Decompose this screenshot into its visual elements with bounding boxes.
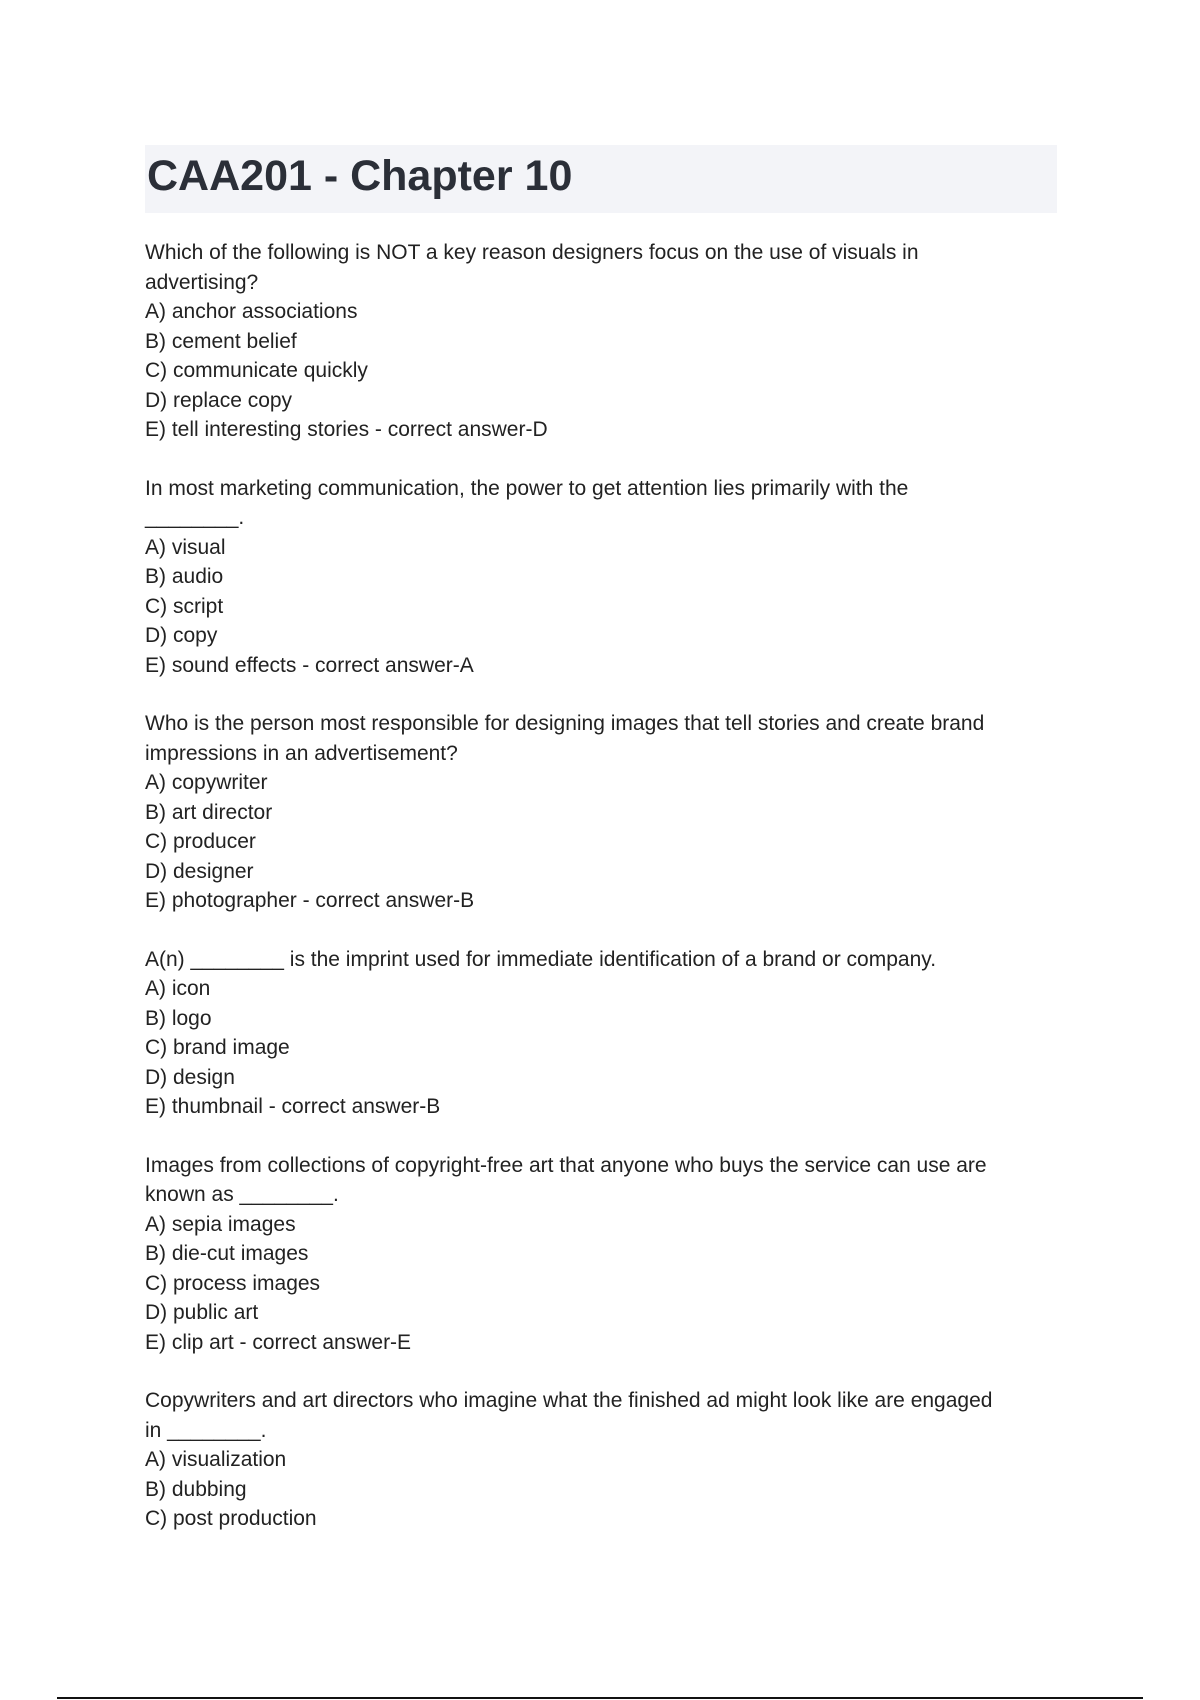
question-block bbox=[145, 945, 1065, 1122]
question-block bbox=[145, 238, 1065, 445]
title-banner bbox=[145, 145, 1057, 213]
answer-option: B) audio bbox=[145, 565, 224, 588]
page-title: CAA201 - Chapter 10 bbox=[147, 152, 573, 200]
answer-option: C) process images bbox=[145, 1271, 321, 1295]
answer-option: C) producer bbox=[145, 830, 256, 853]
page-bottom-rule bbox=[57, 1697, 1143, 1699]
question-text: A(n) ________ is the imprint used for immediate identification of a brand or company. bbox=[145, 947, 937, 971]
answer-option: B) art director bbox=[145, 800, 273, 824]
question-text: Who is the person most responsible for designing images that tell stories and create brand impressions in an advertisement? bbox=[145, 712, 985, 765]
answer-option: A) icon bbox=[145, 977, 211, 1000]
question-text: In most marketing communication, the power to get attention lies primarily with the ________. bbox=[145, 476, 909, 529]
question-block bbox=[145, 474, 1065, 681]
question-text: Copywriters and art directors who imagine what the finished ad might look like are engaged in ________. bbox=[145, 1389, 993, 1442]
answer-option: E) thumbnail - correct answer-B bbox=[145, 1095, 441, 1118]
question-block bbox=[145, 709, 1065, 916]
answer-option: E) photographer - correct answer-B bbox=[145, 889, 475, 912]
answer-option: D) public art bbox=[145, 1301, 259, 1324]
answer-option: E) tell interesting stories - correct answer-D bbox=[145, 418, 548, 441]
question-text: Images from collections of copyright-free art that anyone who buys the service can use are known as ________. bbox=[145, 1153, 987, 1206]
answer-option: B) logo bbox=[145, 1006, 212, 1030]
answer-option: A) visualization bbox=[145, 1448, 287, 1471]
question-text: Which of the following is NOT a key reason designers focus on the use of visuals in advertising? bbox=[145, 241, 919, 294]
answer-option: E) clip art - correct answer-E bbox=[145, 1330, 412, 1354]
answer-option: B) die-cut images bbox=[145, 1242, 309, 1265]
answer-option: C) post production bbox=[145, 1507, 317, 1530]
answer-option: D) design bbox=[145, 1065, 235, 1089]
answer-option: A) sepia images bbox=[145, 1212, 296, 1236]
answer-option: A) visual bbox=[145, 535, 226, 559]
answer-option: A) copywriter bbox=[145, 771, 268, 794]
answer-option: C) script bbox=[145, 594, 224, 618]
answer-option: C) communicate quickly bbox=[145, 359, 368, 382]
answer-option: B) dubbing bbox=[145, 1477, 247, 1501]
question-list bbox=[145, 238, 1065, 1563]
answer-option: E) sound effects - correct answer-A bbox=[145, 653, 474, 677]
answer-option: D) designer bbox=[145, 859, 254, 883]
question-block bbox=[145, 1386, 1065, 1534]
answer-option: D) copy bbox=[145, 624, 218, 647]
question-block bbox=[145, 1151, 1065, 1358]
answer-option: D) replace copy bbox=[145, 388, 293, 412]
answer-option: A) anchor associations bbox=[145, 300, 358, 323]
answer-option: C) brand image bbox=[145, 1036, 290, 1059]
answer-option: B) cement belief bbox=[145, 329, 297, 353]
